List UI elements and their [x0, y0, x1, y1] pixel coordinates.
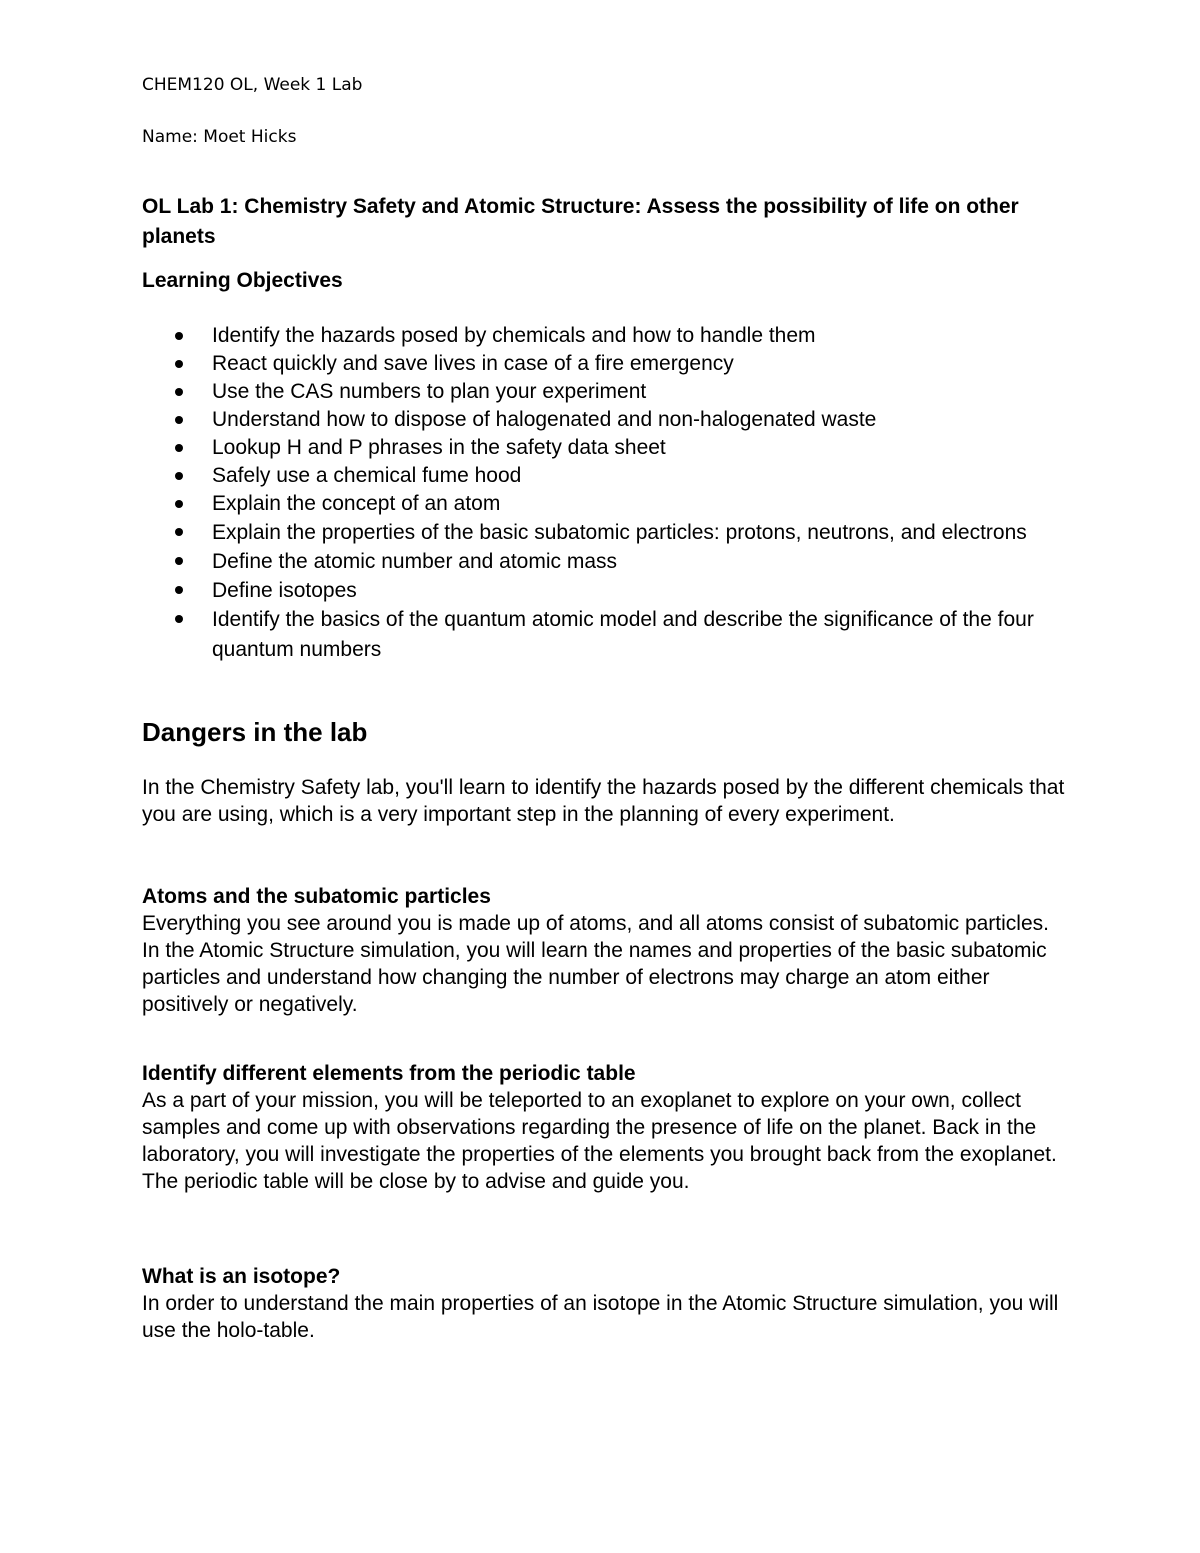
bullet-icon: [175, 472, 183, 480]
atoms-heading: Atoms and the subatomic particles: [142, 885, 491, 908]
course-line: CHEM120 OL, Week 1 Lab: [142, 75, 363, 95]
learning-objectives-heading: Learning Objectives: [142, 269, 343, 292]
list-item: Identify the hazards posed by chemicals and how to handle them: [142, 322, 1072, 350]
list-item: Use the CAS numbers to plan your experiment: [142, 378, 1072, 406]
bullet-icon: [175, 528, 183, 536]
list-item: Define isotopes: [142, 576, 1072, 605]
bullet-icon: [175, 615, 183, 623]
bullet-icon: [175, 360, 183, 368]
isotope-heading: What is an isotope?: [142, 1265, 341, 1288]
isotope-paragraph: In order to understand the main properties of an isotope in the Atomic Structure simulation, you will use the holo-table.: [142, 1292, 1059, 1342]
list-item: Explain the concept of an atom: [142, 490, 1072, 518]
bullet-icon: [175, 444, 183, 452]
bullet-icon: [175, 557, 183, 565]
bullet-icon: [175, 500, 183, 508]
student-name: Name: Moet Hicks: [142, 127, 297, 147]
dangers-heading: Dangers in the lab: [142, 717, 368, 747]
dangers-paragraph: In the Chemistry Safety lab, you'll learn to identify the hazards posed by the different chemicals that you are using, which is a very important step in the planning of every experiment.: [142, 776, 1065, 826]
bullet-icon: [175, 388, 183, 396]
list-item: Define the atomic number and atomic mass: [142, 547, 1072, 576]
list-item: Understand how to dispose of halogenated and non-halogenated waste: [142, 406, 1072, 434]
list-item: Lookup H and P phrases in the safety data sheet: [142, 434, 1072, 462]
bullet-icon: [175, 416, 183, 424]
elements-heading: Identify different elements from the periodic table: [142, 1062, 636, 1085]
learning-objectives-list: [142, 322, 1072, 665]
list-item: Identify the basics of the quantum atomic model and describe the significance of the four quantum numbers: [142, 605, 1072, 665]
lab-title: OL Lab 1: Chemistry Safety and Atomic Structure: Assess the possibility of life on other planets: [142, 195, 1019, 248]
list-item: React quickly and save lives in case of a fire emergency: [142, 350, 1072, 378]
bullet-icon: [175, 586, 183, 594]
bullet-icon: [175, 332, 183, 340]
elements-paragraph: As a part of your mission, you will be teleported to an exoplanet to explore on your own, collect samples and come up with observations regarding the presence of life on the planet. Back in the laboratory, you will investigate the properties of the elements you brought back from the exoplanet. The periodic table will be close by to advise and guide you.: [142, 1089, 1057, 1193]
list-item: Explain the properties of the basic subatomic particles: protons, neutrons, and electrons: [142, 518, 1072, 547]
atoms-paragraph: Everything you see around you is made up of atoms, and all atoms consist of subatomic particles. In the Atomic Structure simulation, you will learn the names and properties of the basic subatomic particles and understand how changing the number of electrons may charge an atom either positively or negatively.: [142, 912, 1049, 1016]
list-item: Safely use a chemical fume hood: [142, 462, 1072, 490]
